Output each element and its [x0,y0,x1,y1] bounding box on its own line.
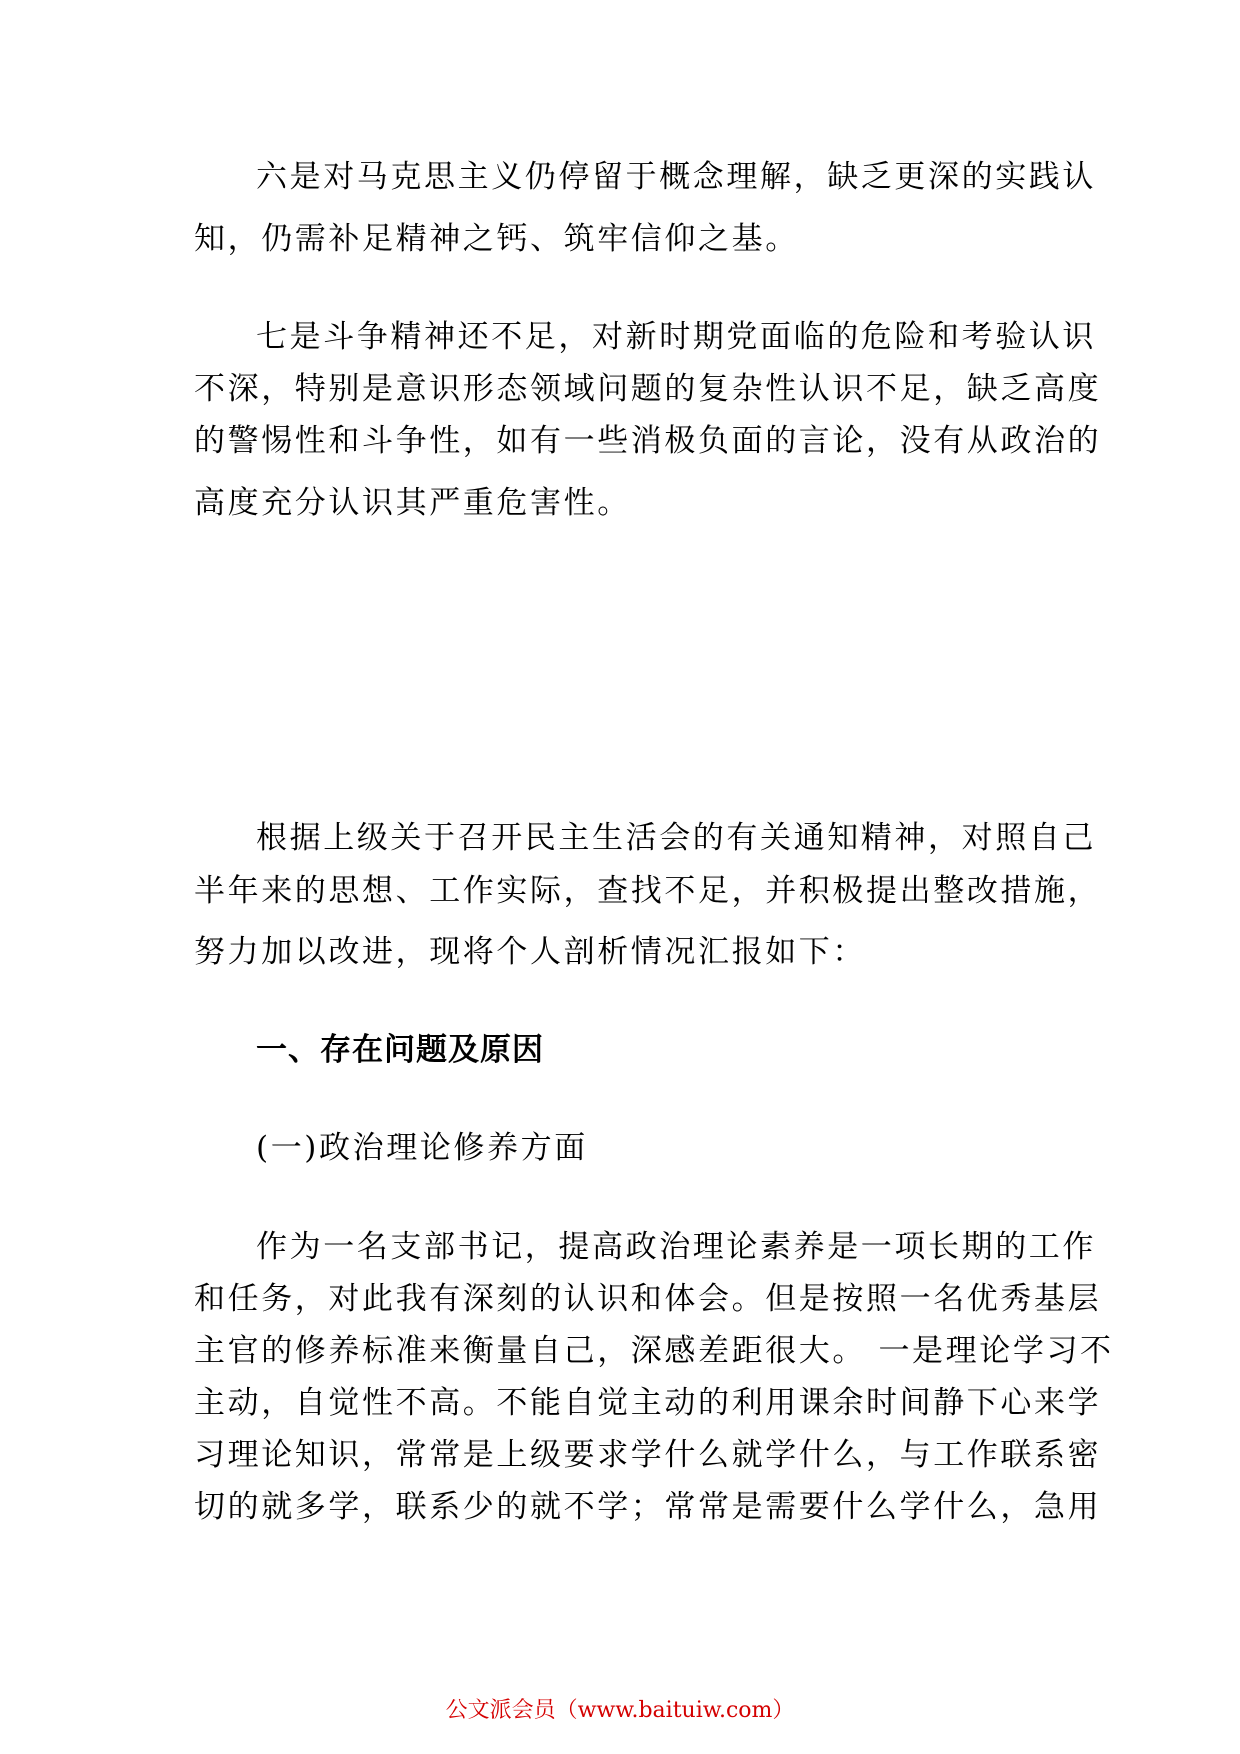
paragraph-line: 习理论知识，常常是上级要求学什么就学什么，与工作联系密 [194,1437,1102,1473]
paragraph-line: 努力加以改进，现将个人剖析情况汇报如下： [194,934,866,970]
paragraph-line: 主动，自觉性不高。不能自觉主动的利用课余时间静下心来学 [194,1385,1102,1421]
paragraph-line: 知，仍需补足精神之钙、筑牢信仰之基。 [194,221,799,257]
paragraph-line: 根据上级关于召开民主生活会的有关通知精神，对照自己 [256,820,1096,856]
paragraph-line: 七是斗争精神还不足，对新时期党面临的危险和考验认识 [256,319,1096,355]
paragraph-line: 主官的修养标准来衡量自己，深感差距很大。 一是理论学习不 [194,1333,1114,1369]
paragraph-line: 切的就多学，联系少的就不学；常常是需要什么学什么，急用 [194,1489,1102,1525]
paragraph-line: 不深，特别是意识形态领域问题的复杂性认识不足，缺乏高度 [194,371,1102,407]
subsection-heading: (一)政治理论修养方面 [256,1130,588,1166]
section-heading: 一、存在问题及原因 [256,1032,544,1068]
footer-watermark-link[interactable]: 公文派会员（www.baituiw.com） [445,1698,795,1723]
paragraph-line: 作为一名支部书记，提高政治理论素养是一项长期的工作 [256,1229,1096,1265]
paragraph-line: 半年来的思想、工作实际，查找不足，并积极提出整改措施， [194,873,1102,909]
paragraph-line: 的警惕性和斗争性，如有一些消极负面的言论，没有从政治的 [194,423,1102,459]
paragraph-line: 和任务，对此我有深刻的认识和体会。但是按照一名优秀基层 [194,1281,1102,1317]
paragraph-line: 六是对马克思主义仍停留于概念理解，缺乏更深的实践认 [256,159,1096,195]
paragraph-line: 高度充分认识其严重危害性。 [194,485,631,521]
